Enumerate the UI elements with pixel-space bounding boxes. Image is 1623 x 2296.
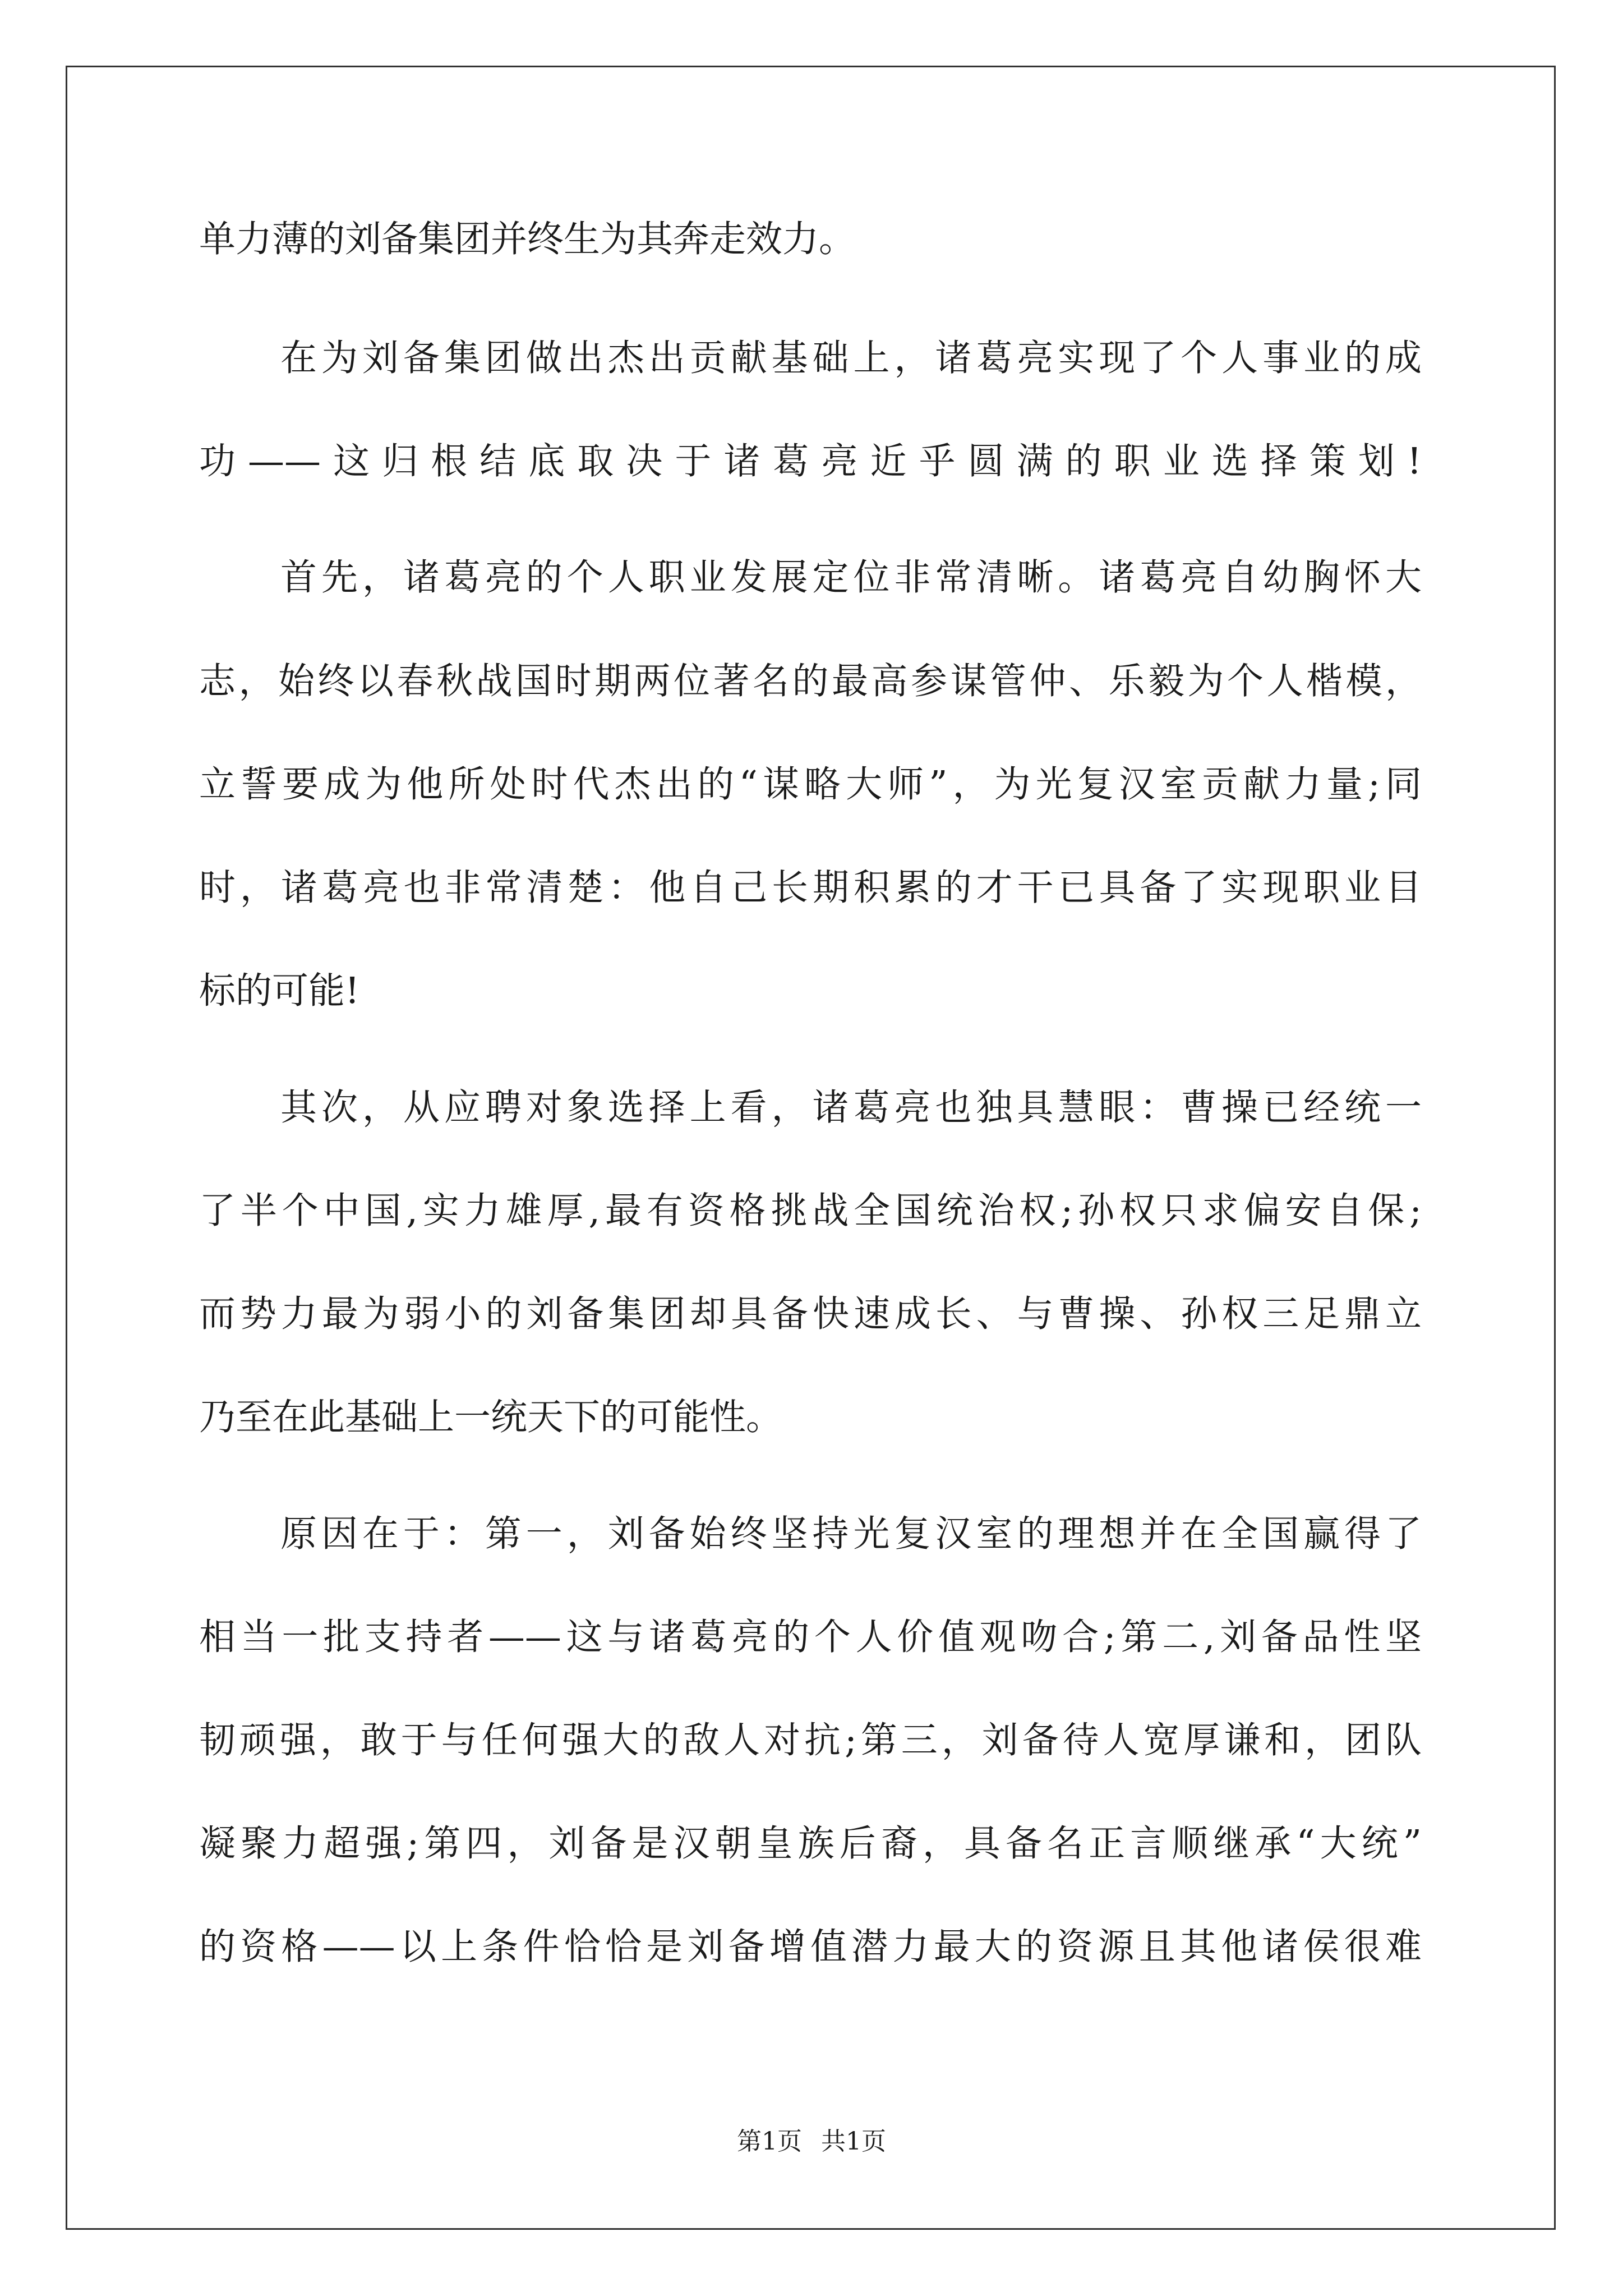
text-line: 原因在于：第一，刘备始终坚持光复汉室的理想并在全国赢得了 [280, 1513, 1422, 1555]
text-line: 而势力最为弱小的刘备集团却具备快速成长、与曹操、孙权三足鼎立 [199, 1293, 1422, 1335]
page-total: 共1页 [821, 2127, 886, 2156]
text-line: 首先，诸葛亮的个人职业发展定位非常清晰。诸葛亮自幼胸怀大 [280, 556, 1422, 599]
page-footer [0, 2119, 1623, 2164]
text-line: 相当一批支持者——这与诸葛亮的个人价值观吻合;第二,刘备品性坚 [199, 1616, 1422, 1658]
text-line: 立誓要成为他所处时代杰出的“谋略大师”，为光复汉室贡献力量;同 [199, 763, 1422, 806]
text-line: 其次，从应聘对象选择上看，诸葛亮也独具慧眼：曹操已经统一 [280, 1087, 1422, 1129]
text-line: 单力薄的刘备集团并终生为其奔走效力。 [199, 218, 856, 260]
text-line: 功——这归根结底取决于诸葛亮近乎圆满的职业选择策划! [199, 440, 1422, 482]
text-line: 时，诸葛亮也非常清楚：他自己长期积累的才干已具备了实现职业目 [199, 867, 1422, 909]
text-line: 了半个中国,实力雄厚,最有资格挑战全国统治权;孙权只求偏安自保; [199, 1190, 1422, 1232]
text-line: 乃至在此基础上一统天下的可能性。 [199, 1396, 783, 1438]
text-line: 韧顽强，敢于与任何强大的敌人对抗;第三，刘备待人宽厚谦和，团队 [199, 1719, 1422, 1761]
text-line: 志，始终以春秋战国时期两位著名的最高参谋管仲、乐毅为个人楷模， [199, 660, 1422, 702]
page-number: 第1页 [737, 2127, 802, 2156]
text-line: 在为刘备集团做出杰出贡献基础上，诸葛亮实现了个人事业的成 [280, 337, 1422, 379]
text-line: 标的可能! [199, 970, 360, 1012]
text-line: 凝聚力超强;第四，刘备是汉朝皇族后裔，具备名正言顺继承“大统” [199, 1823, 1422, 1865]
text-line: 的资格——以上条件恰恰是刘备增值潜力最大的资源且其他诸侯很难 [199, 1926, 1422, 1968]
